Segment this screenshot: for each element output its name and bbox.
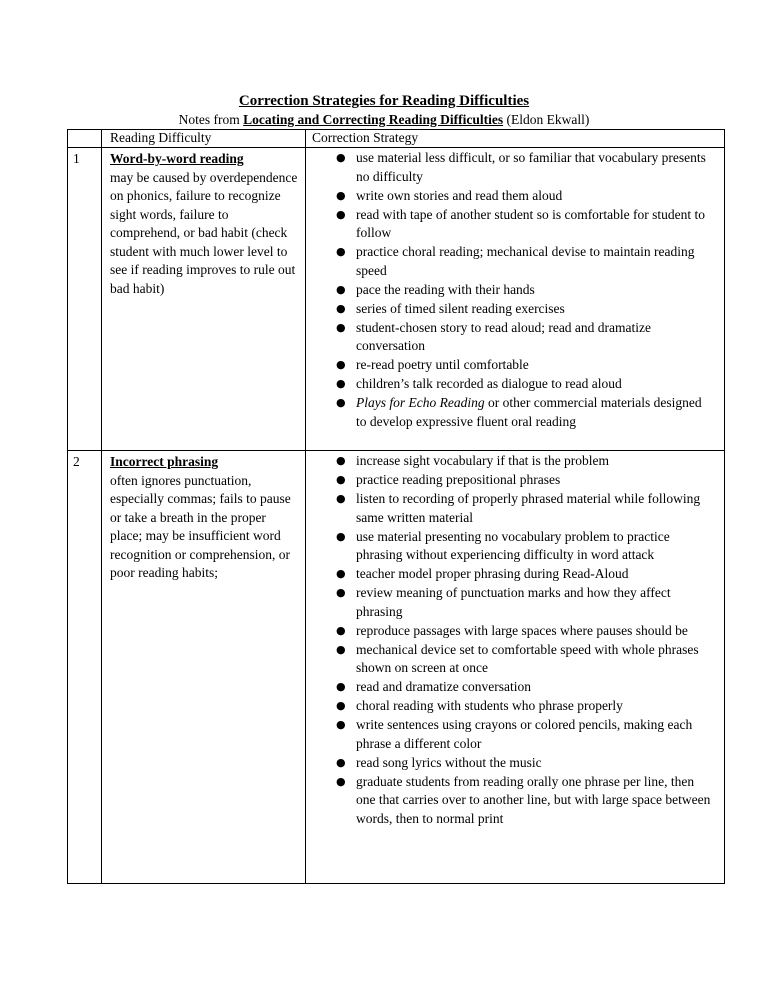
- list-item: [310, 716, 720, 753]
- list-item: [310, 375, 720, 394]
- bullet-icon: ●: [336, 774, 346, 788]
- strategy-text: increase sight vocabulary if that is the problem: [356, 453, 610, 468]
- list-item: [310, 490, 720, 527]
- bullet-icon: ●: [336, 377, 346, 390]
- list-item: [310, 243, 720, 280]
- strategy-text: listen to recording of properly phrased material while following same written material: [356, 491, 701, 525]
- bullet-icon: ●: [336, 245, 346, 258]
- bullet-icon: ●: [336, 755, 346, 769]
- strategy-text: teacher model proper phrasing during Read-Aloud: [356, 566, 629, 581]
- difficulty-title: Incorrect phrasing: [110, 454, 219, 469]
- bullet-icon: ●: [336, 623, 346, 637]
- list-item: [310, 584, 720, 621]
- strategy-text: read song lyrics without the music: [356, 754, 542, 770]
- row-number: 2: [68, 451, 102, 884]
- strategy-text: children’s talk recorded as dialogue to read aloud: [356, 376, 622, 391]
- list-item: [310, 187, 720, 206]
- bullet-icon: ●: [336, 586, 346, 599]
- strategy-text: graduate students from reading orally one phrase per line, then one that carries over to another line, but with large space between words, then to normal print: [356, 773, 711, 826]
- list-item: [310, 471, 720, 490]
- strategy-text: write sentences using crayons or colored pencils, making each phrase a different color: [356, 717, 693, 751]
- strategy-list: [310, 149, 720, 431]
- list-item: [310, 641, 720, 678]
- list-item: [310, 678, 720, 697]
- book-title: Locating and Correcting Reading Difficulties: [243, 112, 504, 127]
- header-reading-difficulty: Reading Difficulty: [102, 130, 306, 148]
- bullet-icon: ●: [336, 680, 346, 693]
- strategy-text: reproduce passages with large spaces where pauses should be: [356, 622, 688, 638]
- bullet-icon: ●: [336, 529, 346, 543]
- strategy-italic-title: Plays for Echo Reading: [356, 395, 485, 410]
- strategy-text: read with tape of another student so is comfortable for student to follow: [356, 206, 706, 240]
- header-correction-strategy: Correction Strategy: [306, 130, 725, 148]
- strategy-text: practice choral reading; mechanical devise to maintain reading speed: [356, 244, 695, 278]
- page-title: Correction Strategies for Reading Difficulties: [238, 93, 530, 109]
- bullet-icon: ●: [336, 642, 346, 656]
- bullet-icon: ●: [336, 301, 346, 315]
- strategy-text: read and dramatize conversation: [356, 679, 532, 694]
- bullet-icon: ●: [336, 282, 346, 296]
- difficulty-cell: [102, 148, 306, 451]
- strategy-text: pace the reading with their hands: [356, 281, 535, 297]
- bullet-icon: ●: [336, 358, 346, 371]
- list-item: [310, 697, 720, 716]
- strategy-text: mechanical device set to comfortable speed with whole phrases shown on screen at once: [356, 641, 699, 675]
- list-item: [310, 149, 720, 186]
- list-item: [310, 281, 720, 300]
- strategy-cell: [306, 451, 725, 884]
- list-item: [310, 394, 720, 431]
- list-item: [310, 452, 720, 471]
- table-row: [68, 451, 725, 884]
- subtitle-prefix: Notes from: [178, 112, 244, 127]
- bullet-icon: ●: [336, 188, 346, 202]
- list-item: [310, 206, 720, 243]
- list-item: [310, 622, 720, 641]
- subtitle: [0, 111, 768, 128]
- subtitle-author: (Eldon Ekwall): [503, 112, 590, 127]
- list-item: [310, 356, 720, 375]
- bullet-icon: ●: [336, 473, 346, 486]
- list-item: [310, 528, 720, 565]
- list-item: [310, 300, 720, 319]
- difficulty-description: often ignores punctuation, especially commas; fails to pause or take a breath in the proper place; may be insufficient word recognition or comprehension, or poor reading habits;: [110, 472, 291, 580]
- strategy-text: practice reading prepositional phrases: [356, 472, 561, 487]
- table-row: [68, 148, 725, 451]
- strategy-text: use material less difficult, or so familiar that vocabulary presents no difficulty: [356, 150, 706, 184]
- list-item: [310, 773, 720, 829]
- strategy-list: [310, 452, 720, 828]
- bullet-icon: ●: [336, 320, 346, 334]
- bullet-icon: ●: [336, 699, 346, 712]
- strategy-text: series of timed silent reading exercises: [356, 300, 565, 316]
- strategy-text: use material presenting no vocabulary problem to practice phrasing without experiencing difficulty in word attack: [356, 528, 670, 562]
- bullet-icon: ●: [336, 151, 346, 164]
- difficulty-title: Word-by-word reading: [110, 151, 244, 166]
- strategies-table: [67, 129, 725, 884]
- difficulty-cell: [102, 451, 306, 884]
- strategy-text: student-chosen story to read aloud; read and dramatize conversation: [356, 319, 652, 353]
- difficulty-description: may be caused by overdependence on phonics, failure to recognize sight words, failure to comprehend, or bad habit (check student with much lower level to see if reading improves to rule out bad habit): [110, 169, 298, 296]
- list-item: [310, 319, 720, 356]
- table-header-row: [68, 130, 725, 148]
- strategy-text: write own stories and read them aloud: [356, 187, 563, 203]
- strategy-text: re-read poetry until comfortable: [356, 357, 529, 372]
- row-number: 1: [68, 148, 102, 451]
- bullet-icon: ●: [336, 454, 346, 467]
- list-item: [310, 565, 720, 584]
- list-item: [310, 754, 720, 773]
- strategy-text: review meaning of punctuation marks and how they affect phrasing: [356, 585, 671, 619]
- bullet-icon: ●: [336, 718, 346, 731]
- strategy-text: choral reading with students who phrase properly: [356, 698, 623, 713]
- strategy-cell: [306, 148, 725, 451]
- bullet-icon: ●: [336, 567, 346, 580]
- bullet-icon: ●: [336, 207, 346, 221]
- strategy-text: or other commercial materials designed to develop expressive fluent oral reading: [356, 395, 702, 429]
- header-number: [68, 130, 102, 148]
- bullet-icon: ●: [336, 492, 346, 505]
- bullet-icon: ●: [336, 396, 346, 409]
